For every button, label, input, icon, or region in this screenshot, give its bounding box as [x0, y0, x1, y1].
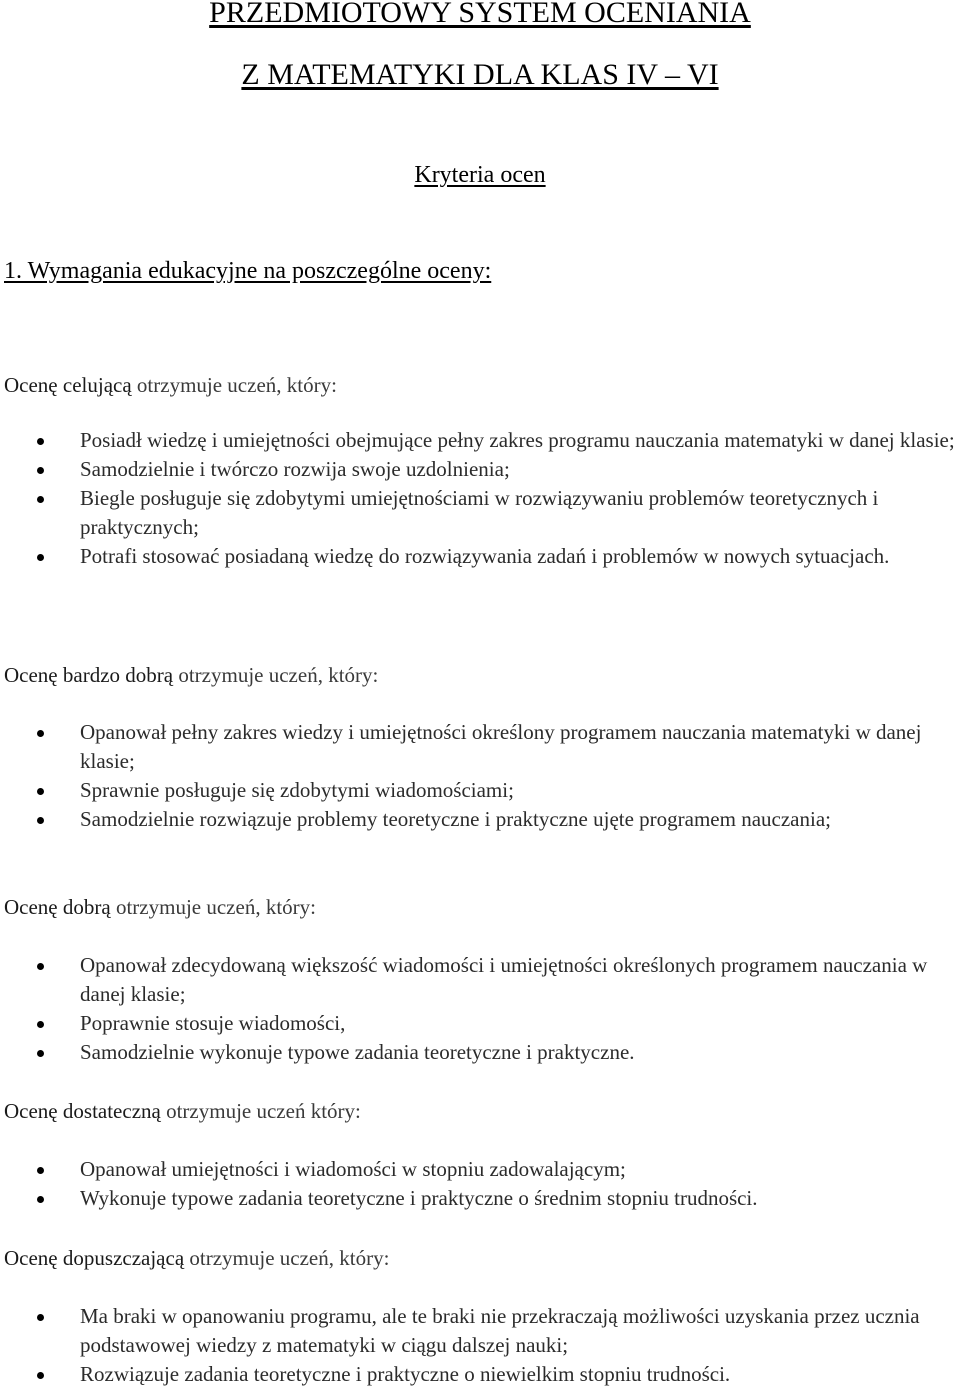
- bullet-icon: [37, 467, 44, 474]
- list-item-text: Opanował zdecydowaną większość wiadomości i umiejętności określonych programem nauczania w danej klasie;: [80, 953, 928, 1006]
- grade-heading-celujaca: [4, 372, 337, 398]
- bullet-icon: [37, 438, 44, 445]
- list-item: [0, 426, 960, 455]
- grade-name: celującą: [62, 373, 132, 397]
- grade-name: dobrą: [62, 895, 111, 919]
- grade-list-bardzo-dobra: [0, 718, 960, 834]
- bullet-icon: [37, 788, 44, 795]
- bullet-icon: [37, 554, 44, 561]
- grade-heading-rest: otrzymuje uczeń, który:: [110, 895, 316, 919]
- list-item-text: Samodzielnie wykonuje typowe zadania teoretyczne i praktyczne.: [80, 1040, 635, 1064]
- list-item: [0, 1038, 960, 1067]
- grade-heading-bardzo-dobra: [4, 662, 378, 688]
- list-item: [0, 1155, 960, 1184]
- grade-list-dostateczna: [0, 1155, 960, 1213]
- list-item-text: Ma braki w opanowaniu programu, ale te braki nie przekraczają możliwości uzyskania przez ucznia podstawowej wiedzy z matematyki w ciągu dalszej nauki;: [80, 1304, 920, 1357]
- list-item: [0, 542, 960, 571]
- list-item-text: Biegle posługuje się zdobytymi umiejętnościami w rozwiązywaniu problemów teoretycznych i praktycznych;: [80, 486, 879, 539]
- list-item-text: Samodzielnie rozwiązuje problemy teoretyczne i praktyczne ujęte programem nauczania;: [80, 807, 831, 831]
- list-item-text: Potrafi stosować posiadaną wiedzę do rozwiązywania zadań i problemów w nowych sytuacjach.: [80, 544, 890, 568]
- bullet-icon: [37, 963, 44, 970]
- grade-heading-lead: Ocenę: [4, 663, 63, 687]
- grade-name: bardzo dobrą: [62, 663, 174, 687]
- requirements-heading: 1. Wymagania edukacyjne na poszczególne oceny:: [4, 258, 492, 284]
- grade-name: dostateczną: [62, 1099, 161, 1123]
- document-title-line1: PRZEDMIOTOWY SYSTEM OCENIANIA: [209, 0, 751, 29]
- bullet-icon: [37, 1050, 44, 1057]
- list-item: [0, 1184, 960, 1213]
- list-item-text: Sprawnie posługuje się zdobytymi wiadomościami;: [80, 778, 514, 802]
- list-item-text: Poprawnie stosuje wiadomości,: [80, 1011, 346, 1035]
- grade-list-dobra: [0, 951, 960, 1067]
- bullet-icon: [37, 1196, 44, 1203]
- grade-heading-lead: Ocenę: [4, 1246, 63, 1270]
- grade-heading-lead: Ocenę: [4, 373, 63, 397]
- bullet-icon: [37, 1372, 44, 1379]
- bullet-icon: [37, 730, 44, 737]
- list-item: [0, 1009, 960, 1038]
- grade-heading-dopuszczajaca: [4, 1245, 389, 1271]
- bullet-icon: [37, 1021, 44, 1028]
- document-subtitle: Kryteria ocen: [414, 162, 546, 188]
- bullet-icon: [37, 496, 44, 503]
- bullet-icon: [37, 1167, 44, 1174]
- list-item: [0, 455, 960, 484]
- grade-heading-rest: otrzymuje uczeń który:: [160, 1099, 361, 1123]
- grade-name: dopuszczającą: [62, 1246, 185, 1270]
- list-item: [0, 951, 960, 1009]
- grade-heading-rest: otrzymuje uczeń, który:: [184, 1246, 390, 1270]
- grade-list-celujaca: [0, 426, 960, 571]
- bullet-icon: [37, 817, 44, 824]
- list-item-text: Rozwiązuje zadania teoretyczne i praktyczne o niewielkim stopniu trudności.: [80, 1362, 731, 1386]
- list-item: [0, 1302, 960, 1360]
- grade-heading-lead: Ocenę: [4, 1099, 63, 1123]
- list-item-text: Samodzielnie i twórczo rozwija swoje uzdolnienia;: [80, 457, 510, 481]
- document-title-line2: Z MATEMATYKI DLA KLAS IV – VI: [241, 58, 719, 91]
- grade-heading-lead: Ocenę: [4, 895, 63, 919]
- list-item-text: Wykonuje typowe zadania teoretyczne i praktyczne o średnim stopniu trudności.: [80, 1186, 758, 1210]
- grade-heading-dostateczna: [4, 1098, 361, 1124]
- list-item-text: Posiadł wiedzę i umiejętności obejmujące pełny zakres programu nauczania matematyki w danej klasie;: [80, 428, 955, 452]
- grade-heading-rest: otrzymuje uczeń, który:: [131, 373, 337, 397]
- grade-heading-dobra: [4, 894, 316, 920]
- list-item: [0, 484, 960, 542]
- bullet-icon: [37, 1314, 44, 1321]
- grade-list-dopuszczajaca: [0, 1302, 960, 1389]
- list-item-text: Opanował umiejętności i wiadomości w stopniu zadowalającym;: [80, 1157, 626, 1181]
- list-item-text: Opanował pełny zakres wiedzy i umiejętności określony programem nauczania matematyki w danej klasie;: [80, 720, 922, 773]
- list-item: [0, 805, 960, 834]
- list-item: [0, 718, 960, 776]
- grade-heading-rest: otrzymuje uczeń, który:: [173, 663, 379, 687]
- list-item: [0, 1360, 960, 1389]
- list-item: [0, 776, 960, 805]
